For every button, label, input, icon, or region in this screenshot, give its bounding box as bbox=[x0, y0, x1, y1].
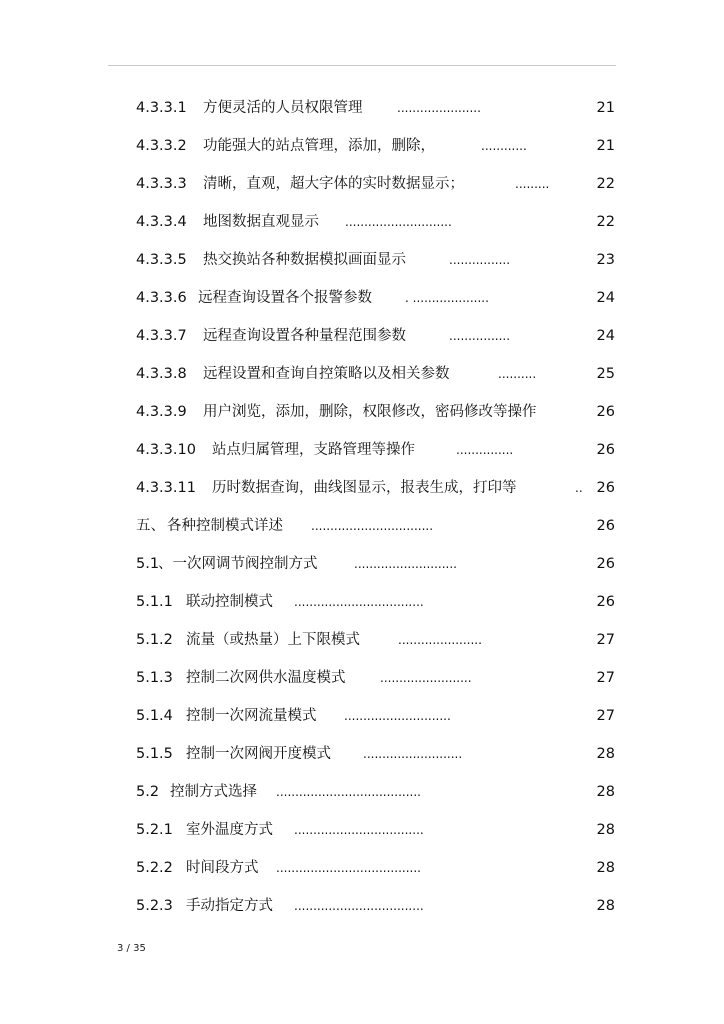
toc-entry-title: 清晰，直观，超大字体的实时数据显示； bbox=[203, 176, 464, 192]
toc-entry-leader: ................ bbox=[449, 329, 511, 343]
toc-entry-leader: .. bbox=[575, 481, 583, 495]
toc-entry-leader: ........................... bbox=[354, 557, 457, 571]
toc-entry-page: 26 bbox=[596, 404, 615, 420]
toc-entry[interactable] bbox=[0, 894, 724, 918]
toc-entry[interactable] bbox=[0, 552, 724, 576]
toc-entry-title: 联动控制模式 bbox=[186, 594, 273, 610]
toc-entry-number: 4.3.3.6 bbox=[136, 290, 187, 306]
toc-entry-leader: . .................... bbox=[405, 291, 489, 305]
toc-entry-page: 27 bbox=[596, 632, 615, 648]
toc-entry-number: 4.3.3.9 bbox=[136, 404, 187, 420]
toc-entry-number: 4.3.3.2 bbox=[136, 138, 187, 154]
toc-entry-leader: ............................ bbox=[345, 215, 452, 229]
toc-entry-page: 28 bbox=[596, 784, 615, 800]
toc-entry[interactable] bbox=[0, 476, 724, 500]
toc-entry-page: 26 bbox=[596, 594, 615, 610]
toc-entry-number: 4.3.3.7 bbox=[136, 328, 187, 344]
toc-entry-title: 控制一次网流量模式 bbox=[186, 708, 317, 724]
toc-entry-page: 28 bbox=[596, 898, 615, 914]
toc-entry[interactable] bbox=[0, 590, 724, 614]
toc-entry-page: 22 bbox=[596, 214, 615, 230]
toc-entry-page: 25 bbox=[596, 366, 615, 382]
toc-entry-number: 5.1 bbox=[136, 556, 160, 572]
toc-entry[interactable] bbox=[0, 514, 724, 538]
toc-entry-title: 室外温度方式 bbox=[186, 822, 273, 838]
toc-entry[interactable] bbox=[0, 362, 724, 386]
toc-entry-number: 4.3.3.11 bbox=[136, 480, 196, 496]
toc-entry[interactable] bbox=[0, 96, 724, 120]
toc-entry-page: 26 bbox=[596, 480, 615, 496]
toc-entry[interactable] bbox=[0, 134, 724, 158]
toc-entry[interactable] bbox=[0, 248, 724, 272]
toc-entry[interactable] bbox=[0, 400, 724, 424]
toc-entry-leader: ................................ bbox=[311, 519, 434, 533]
toc-entry[interactable] bbox=[0, 210, 724, 234]
toc-entry-number: 5.1.3 bbox=[136, 670, 173, 686]
toc-entry-title: 控制二次网供水温度模式 bbox=[186, 670, 346, 686]
toc-entry-leader: ................ bbox=[449, 253, 511, 267]
toc-entry-number: 5.1.1 bbox=[136, 594, 173, 610]
toc-entry-page: 26 bbox=[596, 442, 615, 458]
toc-entry-leader: ........................ bbox=[380, 671, 472, 685]
toc-entry-leader: .................................. bbox=[294, 823, 424, 837]
toc-entry-title: 远程查询设置各种量程范围参数 bbox=[203, 328, 406, 344]
toc-entry[interactable] bbox=[0, 666, 724, 690]
toc-entry-title: 地图数据直观显示 bbox=[203, 214, 319, 230]
toc-entry-title: 控制一次网阀开度模式 bbox=[186, 746, 331, 762]
toc-entry-title: 手动指定方式 bbox=[186, 898, 273, 914]
toc-entry-page: 27 bbox=[596, 670, 615, 686]
toc-entry-number: 4.3.3.5 bbox=[136, 252, 187, 268]
toc-entry-page: 21 bbox=[596, 100, 615, 116]
toc-entry[interactable] bbox=[0, 742, 724, 766]
toc-entry-page: 24 bbox=[596, 290, 615, 306]
toc-entry-number: 5.2.3 bbox=[136, 898, 173, 914]
toc-entry[interactable] bbox=[0, 704, 724, 728]
toc-entry-page: 27 bbox=[596, 708, 615, 724]
toc-entry-title: 流量（或热量）上下限模式 bbox=[186, 632, 360, 648]
toc-entry-number: 5.1.4 bbox=[136, 708, 173, 724]
toc-entry-title: 控制方式选择 bbox=[170, 784, 257, 800]
toc-entry[interactable] bbox=[0, 172, 724, 196]
toc-entry-number: 4.3.3.10 bbox=[136, 442, 196, 458]
toc-entry-leader: ...................... bbox=[397, 101, 481, 115]
toc-entry-title: 热交换站各种数据模拟画面显示 bbox=[203, 252, 406, 268]
toc-entry-leader: ............ bbox=[481, 139, 527, 153]
toc-entry-page: 28 bbox=[596, 822, 615, 838]
toc-entry-page: 28 bbox=[596, 746, 615, 762]
toc-entry[interactable] bbox=[0, 628, 724, 652]
toc-entry-page: 23 bbox=[596, 252, 615, 268]
toc-entry-leader: ............................ bbox=[344, 709, 451, 723]
page-number-indicator: 3 / 35 bbox=[117, 943, 146, 954]
toc-entry-title: 方便灵活的人员权限管理 bbox=[203, 100, 363, 116]
toc-entry-number: 4.3.3.8 bbox=[136, 366, 187, 382]
toc-entry-number: 5.1.5 bbox=[136, 746, 173, 762]
toc-entry[interactable] bbox=[0, 286, 724, 310]
toc-entry[interactable] bbox=[0, 780, 724, 804]
toc-entry-leader: .......................... bbox=[363, 747, 463, 761]
toc-entry-title: 时间段方式 bbox=[186, 860, 259, 876]
toc-entry-title: 、一次网调节阀控制方式 bbox=[158, 556, 318, 572]
toc-entry-number: 4.3.3.1 bbox=[136, 100, 187, 116]
toc-entry-number: 5.2 bbox=[136, 784, 160, 800]
toc-entry-leader: .................................. bbox=[294, 899, 424, 913]
toc-entry-number: 5.2.2 bbox=[136, 860, 173, 876]
toc-entry-title: 历时数据查询，曲线图显示，报表生成，打印等 bbox=[212, 480, 517, 496]
toc-entry-leader: ......... bbox=[515, 177, 550, 191]
toc-entry-page: 22 bbox=[596, 176, 615, 192]
toc-entry-title: 用户浏览，添加，删除，权限修改，密码修改等操作 bbox=[203, 404, 537, 420]
toc-entry-title: 远程查询设置各个报警参数 bbox=[198, 290, 372, 306]
toc-entry-title: 站点归属管理，支路管理等操作 bbox=[212, 442, 415, 458]
toc-entry-page: 28 bbox=[596, 860, 615, 876]
toc-entry-page: 24 bbox=[596, 328, 615, 344]
toc-entry-title: 各种控制模式详述 bbox=[167, 518, 283, 534]
toc-entry-number: 5.2.1 bbox=[136, 822, 173, 838]
toc-entry-number: 五、 bbox=[136, 518, 165, 534]
toc-entry-leader: .................................. bbox=[294, 595, 424, 609]
toc-entry[interactable] bbox=[0, 438, 724, 462]
toc-entry-leader: ............... bbox=[456, 443, 514, 457]
toc-entry-page: 26 bbox=[596, 556, 615, 572]
toc-entry-leader: ...................................... bbox=[276, 861, 421, 875]
toc-entry-number: 5.1.2 bbox=[136, 632, 173, 648]
toc-entry[interactable] bbox=[0, 324, 724, 348]
toc-entry-number: 4.3.3.4 bbox=[136, 214, 187, 230]
toc-entry-leader: .......... bbox=[498, 367, 537, 381]
toc-entry-number: 4.3.3.3 bbox=[136, 176, 187, 192]
toc-entry[interactable] bbox=[0, 818, 724, 842]
toc-entry-page: 26 bbox=[596, 518, 615, 534]
toc-entry-title: 远程设置和查询自控策略以及相关参数 bbox=[203, 366, 450, 382]
toc-entry-leader: ...................................... bbox=[276, 785, 421, 799]
toc-entry-title: 功能强大的站点管理，添加，删除， bbox=[203, 138, 435, 154]
toc-entry-page: 21 bbox=[596, 138, 615, 154]
toc-entry[interactable] bbox=[0, 856, 724, 880]
toc-entry-leader: ...................... bbox=[398, 633, 482, 647]
